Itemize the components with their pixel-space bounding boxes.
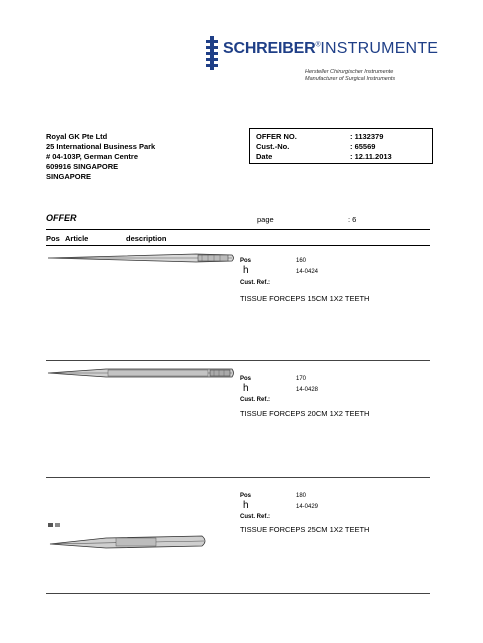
item-article-number: 14-0428 bbox=[296, 387, 319, 393]
item-pos-number: 160 bbox=[296, 258, 307, 264]
recipient-address bbox=[46, 132, 155, 182]
page-label: page bbox=[257, 215, 274, 224]
offer-no-label: OFFER NO. bbox=[256, 132, 297, 141]
article-symbol-icon: h bbox=[243, 383, 249, 394]
item-pos-label: Pos bbox=[240, 258, 252, 264]
address-line: SINGAPORE bbox=[46, 172, 92, 181]
logo-tagline-en: Manufacturer of Surgical Instruments bbox=[305, 76, 396, 82]
item-pos-number: 170 bbox=[296, 376, 307, 382]
divider bbox=[46, 245, 430, 246]
divider bbox=[46, 229, 430, 230]
column-header-article: Article bbox=[65, 234, 89, 243]
address-line: # 04-103P, German Centre bbox=[46, 152, 138, 161]
page-number: : 6 bbox=[348, 215, 357, 224]
item-pos-label: Pos bbox=[240, 493, 252, 499]
item-cust-ref-label: Cust. Ref.: bbox=[240, 280, 270, 286]
document-title: OFFER bbox=[46, 213, 77, 223]
article-symbol-icon: h bbox=[243, 265, 249, 276]
address-line: Royal GK Pte Ltd bbox=[46, 132, 108, 141]
item-description: TISSUE FORCEPS 20CM 1X2 TEETH bbox=[240, 409, 370, 418]
item-description: TISSUE FORCEPS 15CM 1X2 TEETH bbox=[240, 294, 370, 303]
item-pos-number: 180 bbox=[296, 493, 307, 499]
logo-tagline-de: Hersteller Chirurgischer Instrumente bbox=[305, 69, 394, 75]
divider bbox=[46, 593, 430, 594]
forceps-15cm-image bbox=[46, 250, 236, 266]
forceps-20cm-image bbox=[46, 365, 236, 381]
address-line: 609916 SINGAPORE bbox=[46, 162, 119, 171]
item-cust-ref-label: Cust. Ref.: bbox=[240, 397, 270, 403]
address-line: 25 International Business Park bbox=[46, 142, 156, 151]
date-label: Date bbox=[256, 152, 273, 161]
offer-no-value: : 1132379 bbox=[350, 132, 384, 141]
item-description: TISSUE FORCEPS 25CM 1X2 TEETH bbox=[240, 525, 370, 534]
item-article-number: 14-0429 bbox=[296, 504, 319, 510]
company-logo bbox=[205, 36, 439, 92]
offer-info-box bbox=[249, 128, 433, 164]
item-pos-label: Pos bbox=[240, 376, 252, 382]
item-article-number: 14-0424 bbox=[296, 269, 319, 275]
cust-no-value: : 65569 bbox=[350, 142, 376, 151]
column-header-pos: Pos bbox=[46, 234, 60, 243]
article-symbol-icon: h bbox=[243, 500, 249, 511]
forceps-25cm-image bbox=[46, 520, 210, 550]
cust-no-label: Cust.-No. bbox=[256, 142, 290, 151]
divider bbox=[46, 360, 430, 361]
logo-wordmark: SCHREIBER®INSTRUMENTE bbox=[223, 40, 439, 57]
column-header-description: description bbox=[126, 234, 167, 243]
divider bbox=[46, 477, 430, 478]
logo-mark-icon bbox=[205, 36, 219, 70]
item-cust-ref-label: Cust. Ref.: bbox=[240, 514, 270, 520]
date-value: : 12.11.2013 bbox=[350, 152, 392, 161]
